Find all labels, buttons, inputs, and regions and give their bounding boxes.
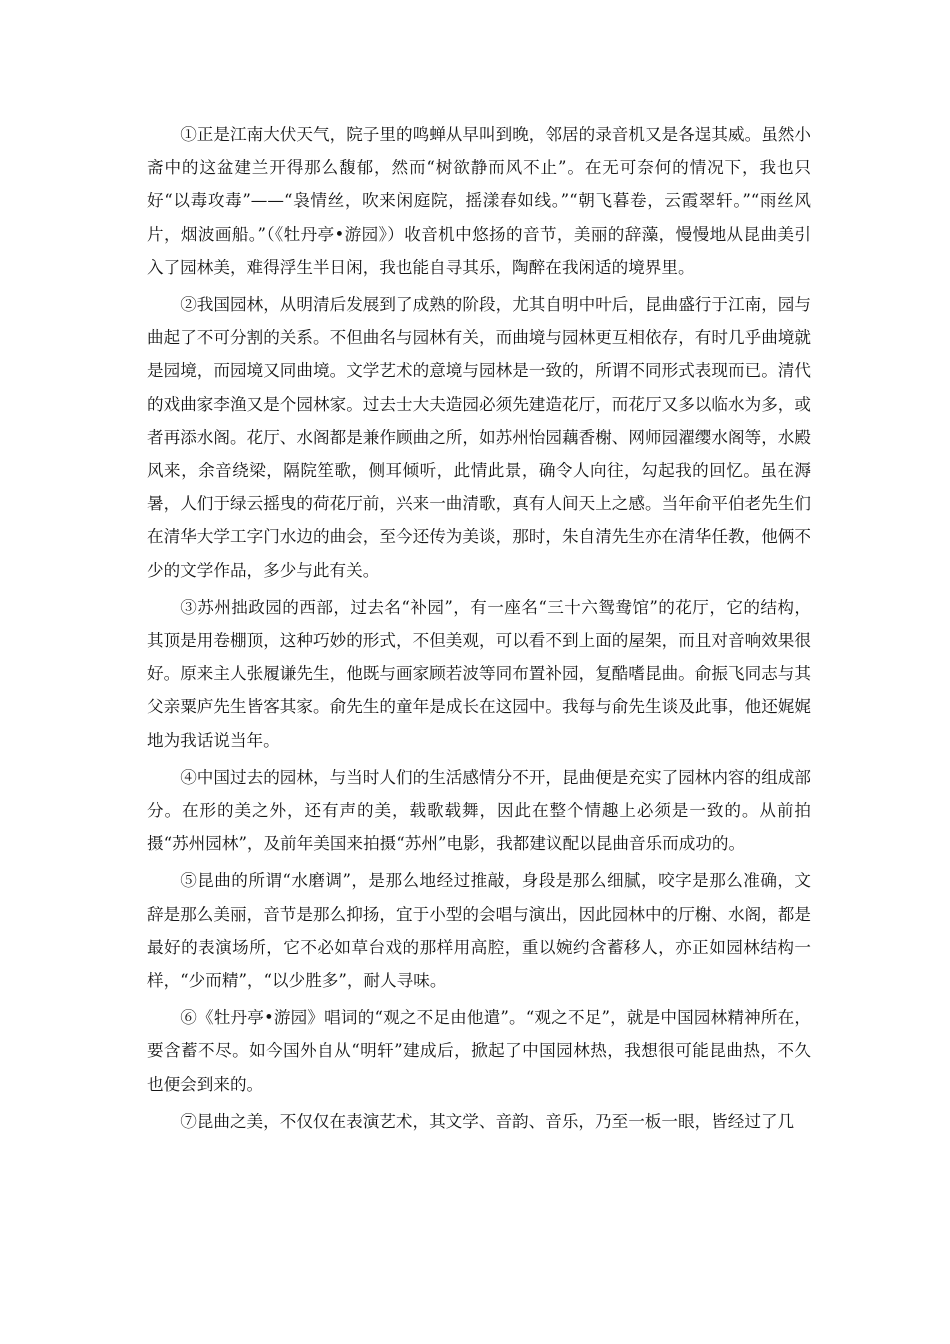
paragraph-1: ①正是江南大伏天气，院子里的鸣蝉从早叫到晚，邻居的录音机又是各逞其威。虽然小斋中的这盆建兰开得那么馥郁，然而“树欲静而风不止”。在无可奈何的情况下，我也只好“以毒攻毒”——“袅情丝，吹来闲庭院，摇漾春如线。”“朝飞暮卷，云霞翠轩。”“雨丝风片，烟波画船。”（《牡丹亭•游园》）收音机中悠扬的音节，美丽的辞藻，慢慢地从昆曲美引入了园林美，难得浮生半日闲，我也能自寻其乐，陶醉在我闲适的境界里。 [147,125,811,277]
paragraph-6: ⑥《牡丹亭•游园》唱词的“观之不足由他遣”。“观之不足”，就是中国园林精神所在，要含蓄不尽。如今国外自从“明轩”建成后，掀起了中国园林热，我想很可能昆曲热，不久也便会到来的。 [147,1008,811,1094]
paragraph-2: ②我国园林，从明清后发展到了成熟的阶段，尤其自明中叶后，昆曲盛行于江南，园与曲起了不可分割的关系。不但曲名与园林有关，而曲境与园林更互相依存，有时几乎曲境就是园境，而园境又同曲境。文学艺术的意境与园林是一致的，所谓不同形式表现而已。清代的戏曲家李渔又是个园林家。过去士大夫造园必须先建造花厅，而花厅又多以临水为多，或者再添水阁。花厅、水阁都是兼作顾曲之所，如苏州怡园藕香榭、网师园濯缨水阁等，水殿风来，余音绕梁，隔院笙歌，侧耳倾听，此情此景，确令人向往，勾起我的回忆。虽在溽暑，人们于绿云摇曳的荷花厅前，兴来一曲清歌，真有人间天上之感。当年俞平伯老先生们在清华大学工字门水边的曲会，至今还传为美谈，那时，朱自清先生亦在清华任教，他俩不少的文学作品，多少与此有关。 [147,295,811,580]
paragraph-4: ④中国过去的园林，与当时人们的生活感情分不开，昆曲便是充实了园林内容的组成部分。在形的美之外，还有声的美，载歌载舞，因此在整个情趣上必须是一致的。从前拍摄“苏州园林”，及前年美国来拍摄“苏州”电影，我都建议配以昆曲音乐而成功的。 [147,767,811,854]
paragraph-3: ③苏州拙政园的西部，过去名“补园”，有一座名“三十六鸳鸯馆”的花厅，它的结构，其顶是用卷棚顶，这种巧妙的形式，不但美观，可以看不到上面的屋架，而且对音响效果很好。原来主人张履谦先生，他既与画家顾若波等同布置补园，复酷嗜昆曲。俞振飞同志与其父亲粟庐先生皆客其家。俞先生的童年是成长在这园中。我每与俞先生谈及此事，他还娓娓地为我话说当年。 [147,597,811,750]
article-body [147,118,811,1142]
paragraph-7: ⑦昆曲之美，不仅仅在表演艺术，其文学、音韵、音乐，乃至一板一眼，皆经过了几 [180,1111,795,1131]
paragraph-5: ⑤昆曲的所谓“水磨调”，是那么地经过推敲，身段是那么细腻，咬字是那么准确，文辞是那么美丽，音节是那么抑扬，宜于小型的会唱与演出，因此园林中的厅榭、水阁，都是最好的表演场所，它不必如草台戏的那样用高腔，重以婉约含蓄移人，亦正如园林结构一样，“少而精”，“以少胜多”，耐人寻味。 [147,871,811,991]
